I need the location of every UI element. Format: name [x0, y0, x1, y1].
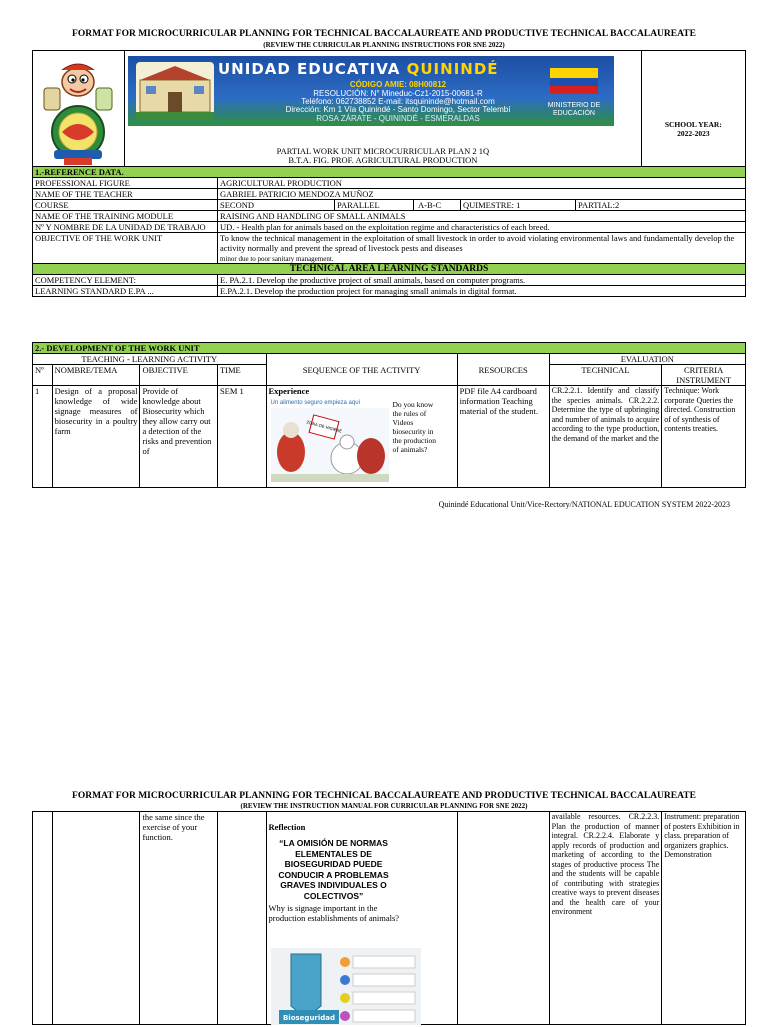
- experience-label: Experience: [268, 386, 310, 396]
- objective-value: To know the technical management in the exploitation of small livestock in order to avoid violating environmental laws and fundamentally develop the activity normally and prevent the spread of livestock pests and diseases minor due to poor sanitary management.: [218, 233, 746, 264]
- sequence-header: SEQUENCE OF THE ACTIVITY: [266, 354, 457, 386]
- resources-header: RESOURCES: [457, 354, 549, 386]
- competency-label: COMPETENCY ELEMENT:: [33, 275, 218, 286]
- row-objective: Provide of knowledge about Biosecurity which they allow carry out a detection of the risks and prevention of: [140, 386, 218, 488]
- p2-no: [33, 812, 53, 1025]
- p2-objective: the same since the exercise of your function.: [140, 812, 218, 1025]
- teacher-label: NAME OF THE TEACHER: [33, 189, 218, 200]
- biosecurity-diagram-image: [271, 948, 421, 1025]
- school-name: UNIDAD EDUCATIVA QUININDÉ: [218, 60, 499, 78]
- row-criteria: Technique: Work corporate Queries the directed. Construction of of synthesis of contents treaties.: [662, 386, 746, 488]
- topic-header: NOMBRE/TEMA: [52, 365, 140, 386]
- development-table: [32, 342, 746, 488]
- p2-topic: [52, 812, 140, 1025]
- row-topic: Design of a proposal knowledge of wide signage measures of biosecurity in a poultry farm: [52, 386, 140, 488]
- parallel-label: PARALLEL: [335, 200, 414, 211]
- amie-code: CÓDIGO AMIE: 08H00812: [349, 80, 447, 89]
- row-number: 1: [33, 386, 53, 488]
- p2-criteria: Instrument: preparation of posters Exhibition in class. preparation of organizers graphics. Demonstration: [662, 812, 746, 1025]
- no-header: Nº: [33, 365, 53, 386]
- svg-text:Bioseguridad: Bioseguridad: [282, 1014, 335, 1022]
- page2-subtitle: (REVIEW THE INSTRUCTION MANUAL FOR CURRICULAR PLANNING FOR SNE 2022): [240, 802, 528, 810]
- teaching-header: TEACHING - LEARNING ACTIVITY: [33, 354, 267, 365]
- course-label: COURSE: [33, 200, 218, 211]
- unit-label: Nº Y NOMBRE DE LA UNIDAD DE TRABAJO: [33, 222, 218, 233]
- technical-header: TECHNICAL: [549, 365, 662, 386]
- professional-figure-label: PROFESSIONAL FIGURE: [33, 178, 218, 189]
- quimestre-value: QUIMESTRE: 1: [461, 200, 576, 211]
- page-footer: Quinindé Educational Unit/Vice-Rectory/NATIONAL EDUCATION SYSTEM 2022-2023: [438, 500, 730, 509]
- reflection-quote: “LA OMISIÓN DE NORMAS ELEMENTALES DE BIOSEGURIDAD PUEDE CONDUCIR A PROBLEMAS GRAVES INDIVIDUALES O COLECTIVOS”: [278, 838, 389, 901]
- p2-sequence: [266, 812, 457, 1025]
- school-mascot-logo: [36, 58, 120, 166]
- row-time: SEM 1: [217, 386, 266, 488]
- biosecurity-poster-image: Un alimento seguro empieza aquí ZONA DE HIGIENE: [271, 398, 389, 480]
- reflection-question: Why is signage important in the production establishments of animals?: [268, 903, 400, 923]
- evaluation-header: EVALUATION: [549, 354, 745, 365]
- module-label: NAME OF THE TRAINING MODULE: [33, 211, 218, 222]
- reference-table: [32, 166, 746, 297]
- phone-email: Teléfono: 062738852 E-mail: itsquininde@hotmail.com: [301, 97, 495, 106]
- plan-line-1: PARTIAL WORK UNIT MICROCURRICULAR PLAN 2 1Q: [276, 146, 490, 156]
- p2-time: [217, 812, 266, 1025]
- school-year-label: SCHOOL YEAR:: [664, 119, 722, 129]
- learning-standard-label: LEARNING STANDARD E.PA ...: [33, 286, 218, 297]
- page2-development-table: [32, 811, 746, 1025]
- row-resources: PDF file A4 cardboard information Teaching material of the student.: [457, 386, 549, 488]
- time-header: TIME: [217, 365, 266, 386]
- objective-header: OBJECTIVE: [140, 365, 218, 386]
- page-title: FORMAT FOR MICROCURRICULAR PLANNING FOR TECHNICAL BACCALAUREATE AND PRODUCTIVE TECHNICAL BACCALAUREATE: [72, 29, 696, 39]
- competency-value: E. PA.2.1. Develop the productive project of small animals, based on computer programs.: [218, 275, 746, 286]
- reflection-label: Reflection: [268, 822, 306, 832]
- parallel-value: A-B-C: [414, 200, 461, 211]
- school-banner: [128, 56, 614, 126]
- professional-figure-value: AGRICULTURAL PRODUCTION: [218, 178, 746, 189]
- section-reference-data: 1.-REFERENCE DATA.: [33, 167, 746, 178]
- ministry-logo: MINISTERIO DE EDUCACIÓN: [542, 64, 606, 118]
- school-year-cell: [641, 51, 745, 167]
- module-value: RAISING AND HANDLING OF SMALL ANIMALS: [218, 211, 746, 222]
- objective-label: OBJECTIVE OF THE WORK UNIT: [33, 233, 218, 264]
- location: ROSA ZÁRATE - QUININDÉ - ESMERALDAS: [316, 114, 480, 123]
- row-sequence: [266, 386, 457, 488]
- svg-text:ZONA DE HIGIENE: ZONA DE HIGIENE: [305, 419, 342, 434]
- page-subtitle: (REVIEW THE CURRICULAR PLANNING INSTRUCTIONS FOR SNE 2022): [263, 41, 505, 49]
- page2-title: FORMAT FOR MICROCURRICULAR PLANNING FOR TECHNICAL BACCALAUREATE AND PRODUCTIVE TECHNICAL BACCALAUREATE: [72, 791, 696, 801]
- criteria-header: CRITERIA INSTRUMENT: [662, 365, 746, 386]
- plan-line-2: B.T.A. FIG. PROF. AGRICULTURAL PRODUCTION: [288, 155, 478, 165]
- section-development: 2.- DEVELOPMENT OF THE WORK UNIT: [33, 343, 746, 354]
- course-value: SECOND: [218, 200, 335, 211]
- resolution: RESOLUCIÓN: N° Mineduc-Cz1-2015-00681-R: [313, 89, 483, 98]
- unit-value: UD. - Health plan for animals based on the exploitation regime and characteristics of each breed.: [218, 222, 746, 233]
- row-question: Do you know the rules of Videos biosecurity in the production of animals?: [392, 400, 437, 454]
- school-year: 2022-2023: [677, 128, 710, 138]
- row-technical: CR.2.2.1. Identify and classify the species animals. CR.2.2.2. Determine the type of upbringing and number of animals to acquire according to the type production, the demand of the market and the: [549, 386, 662, 488]
- address: Dirección: Km 1 Vía Quinindé - Santo Domingo, Sector Telembí: [285, 105, 511, 114]
- teacher-value: GABRIEL PATRICIO MENDOZA MUÑOZ: [218, 189, 746, 200]
- p2-resources: [457, 812, 549, 1025]
- p2-technical: available resources. CR.2.2.3. Plan the production of manner integral. CR.2.2.4. Elaborate y apply records of production and marketing of according to the stages of productive process The and the students will be capable of contributing with strategies creative ways to prevent diseases and the health care of your environment: [549, 812, 662, 1025]
- school-building-photo: [136, 62, 214, 120]
- partial-value: PARTIAL:2: [576, 200, 746, 211]
- learning-standard-value: E.PA.2.1. Develop the production project for managing small animals in digital format.: [218, 286, 746, 297]
- standards-title: TECHNICAL AREA LEARNING STANDARDS: [33, 264, 746, 275]
